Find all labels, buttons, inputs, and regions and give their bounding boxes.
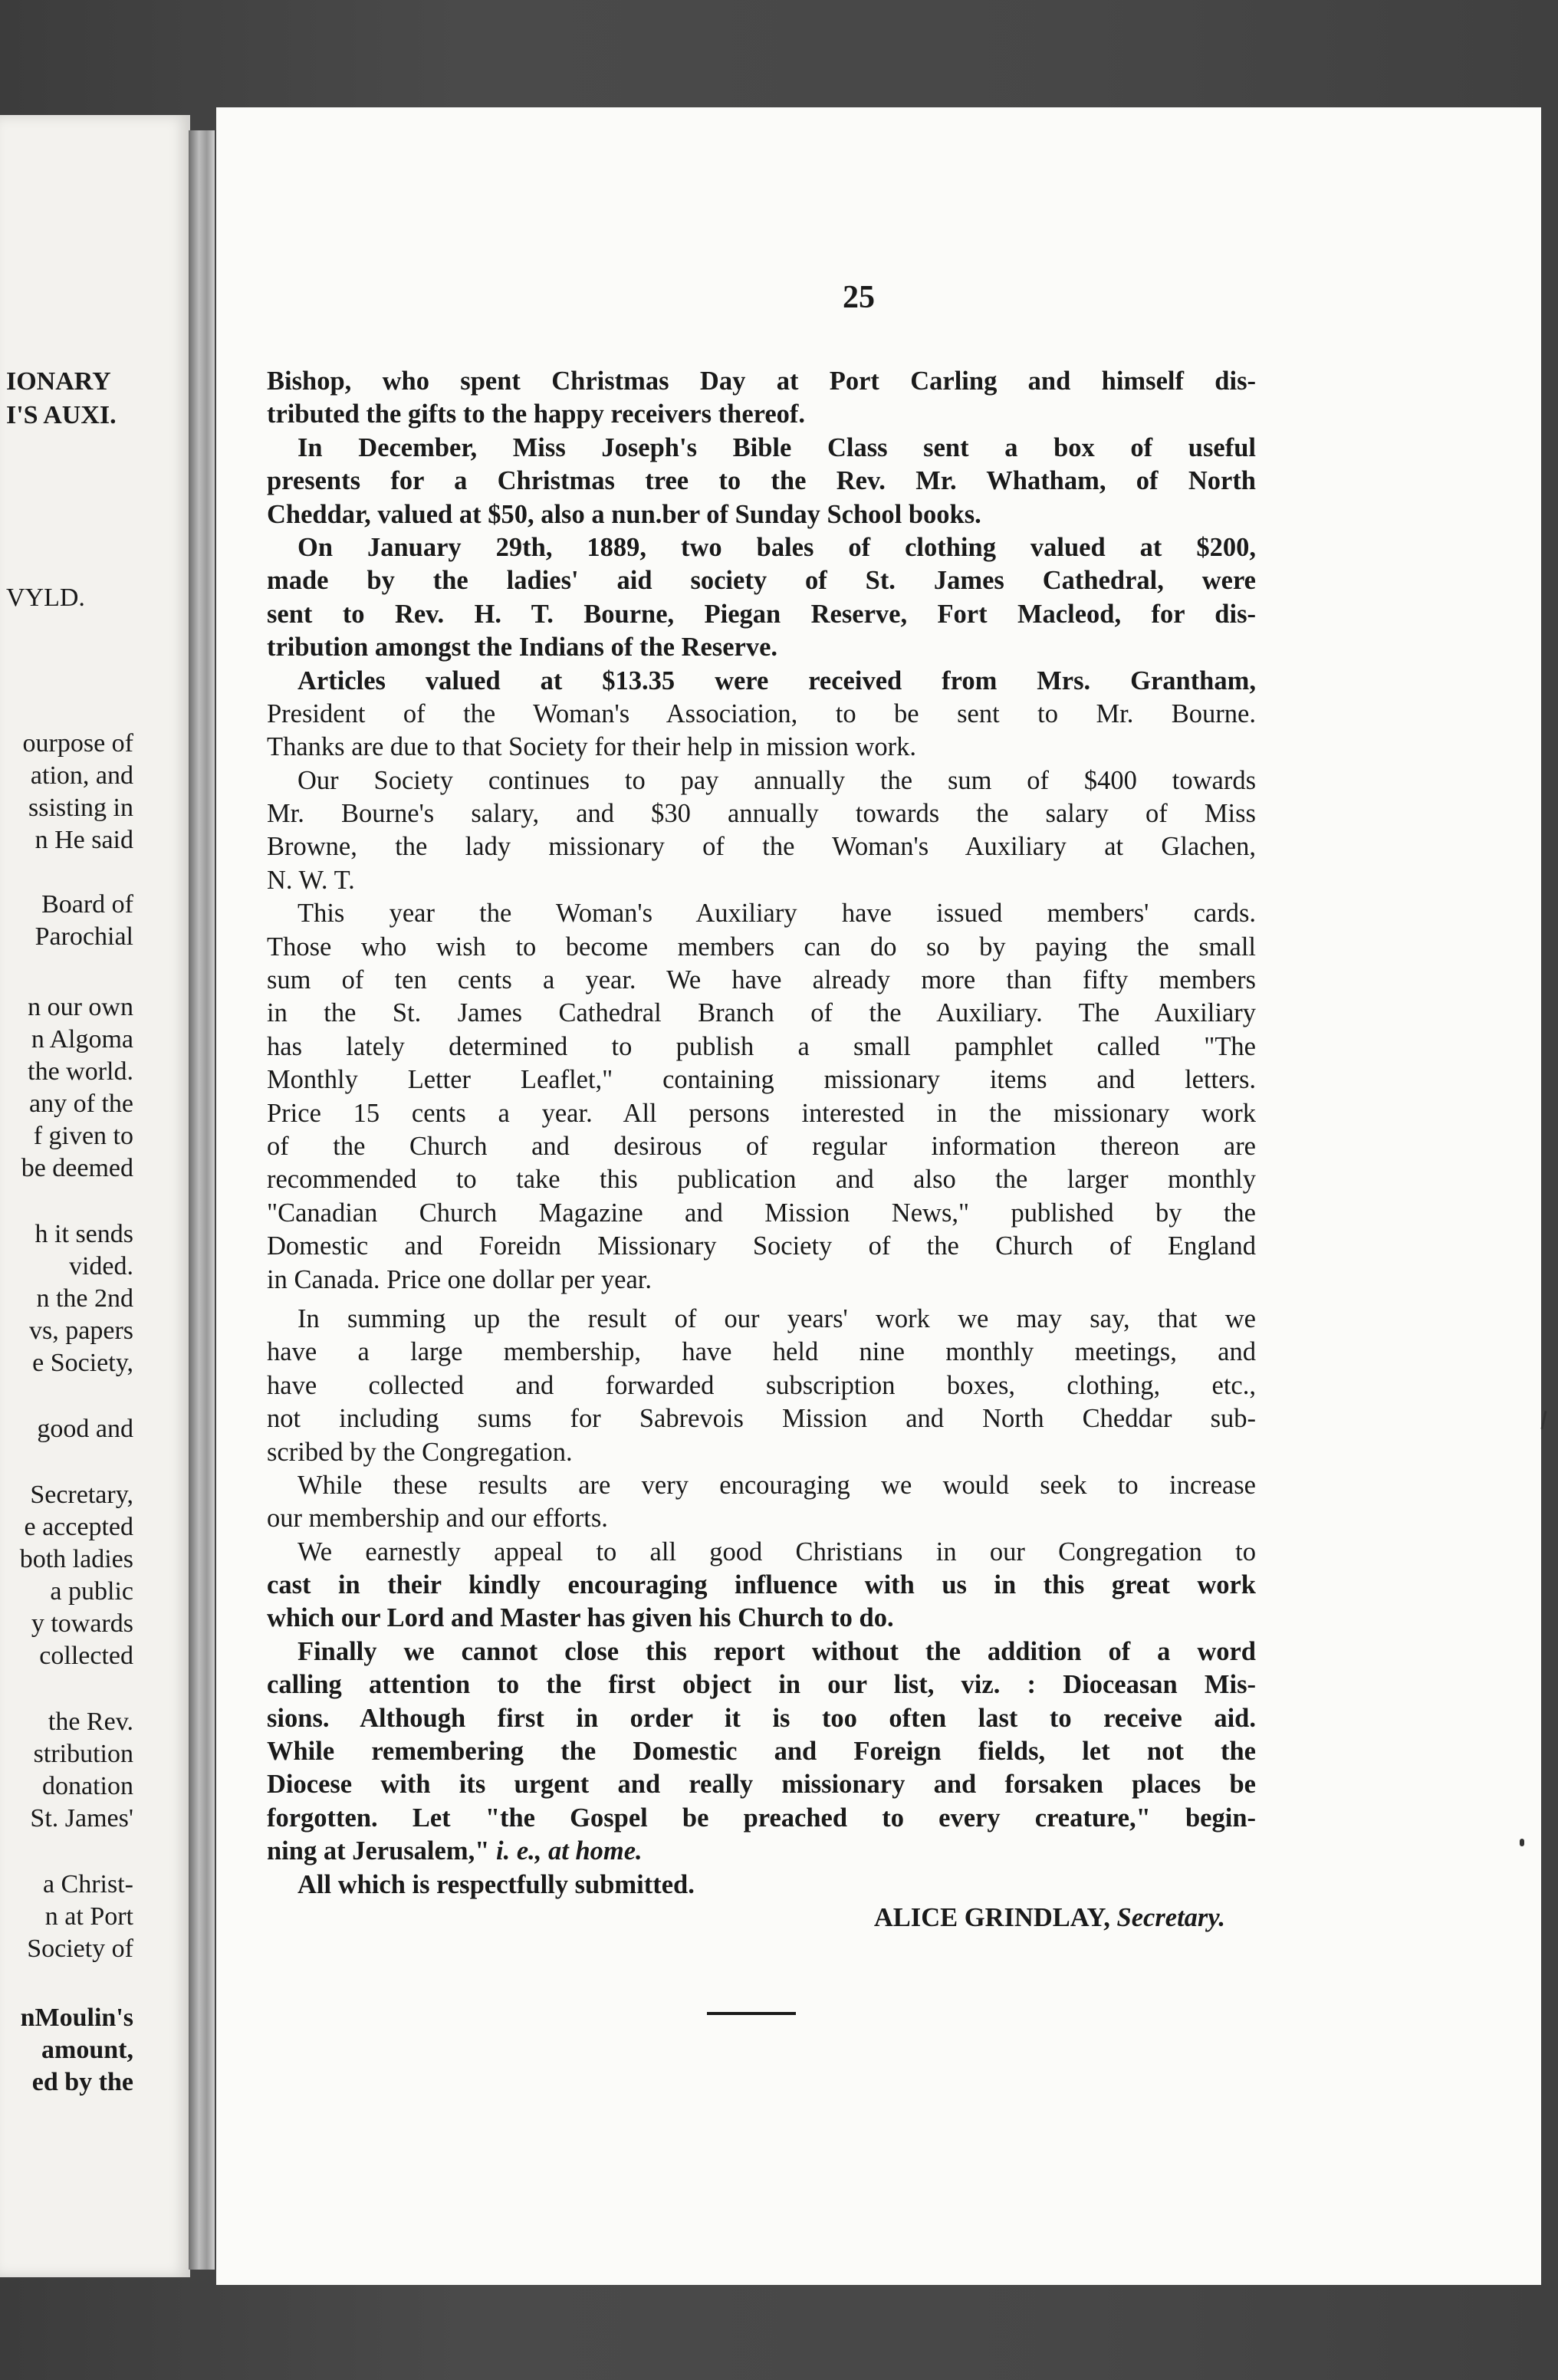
facing-page-line: vided. bbox=[68, 1252, 133, 1280]
text-line: of the Church and desirous of regular information thereon are bbox=[267, 1131, 1256, 1161]
text-line: calling attention to the first object in our list, viz. : Dioceasan Mis- bbox=[267, 1670, 1256, 1700]
facing-page-line: the Rev. bbox=[48, 1708, 133, 1736]
italic-phrase: i. e., at home. bbox=[495, 1836, 643, 1866]
text-line: recommended to take this publication and also the larger monthly bbox=[267, 1165, 1256, 1195]
facing-page-line: e accepted bbox=[24, 1513, 133, 1541]
facing-page-header-line: IONARY bbox=[6, 367, 111, 396]
text-line: scribed by the Congregation. bbox=[267, 1437, 573, 1467]
text-span: ning at Jerusalem," bbox=[267, 1836, 496, 1866]
text-line: Finally we cannot close this report without the addition of a word bbox=[297, 1636, 1256, 1666]
text-line: made by the ladies' aid society of St. James Cathedral, were bbox=[267, 566, 1256, 596]
text-line: This year the Woman's Auxiliary have issued members' cards. bbox=[297, 899, 1256, 929]
facing-page-line: both ladies bbox=[19, 1545, 133, 1573]
text-line: in Canada. Price one dollar per year. bbox=[267, 1264, 652, 1294]
text-line: Bishop, who spent Christmas Day at Port Carling and himself dis- bbox=[267, 367, 1256, 396]
text-line: sent to Rev. H. T. Bourne, Piegan Reserve, Fort Macleod, for dis- bbox=[267, 599, 1256, 629]
document-page bbox=[216, 107, 1541, 2285]
facing-page-line: be deemed bbox=[21, 1154, 133, 1182]
book-gutter bbox=[189, 130, 215, 2270]
signature-name: ALICE GRINDLAY, bbox=[873, 1902, 1117, 1932]
report-body bbox=[267, 365, 1256, 1935]
facing-page-line: amount, bbox=[41, 2036, 133, 2064]
facing-page-line: Parochial bbox=[35, 922, 133, 951]
text-line: "Canadian Church Magazine and Mission News," published by the bbox=[267, 1198, 1256, 1228]
text-line: N. W. T. bbox=[267, 865, 355, 895]
scan-speck bbox=[1520, 1839, 1524, 1846]
facing-page-fragment bbox=[0, 115, 190, 2277]
facing-page-line: collected bbox=[39, 1642, 133, 1670]
text-line: Cheddar, valued at $50, also a nun.ber of Sunday School books. bbox=[267, 499, 981, 529]
facing-page-line: donation bbox=[42, 1772, 133, 1800]
text-line: which our Lord and Master has given his Church to do. bbox=[267, 1603, 894, 1633]
facing-page-line: nMoulin's bbox=[20, 2004, 133, 2032]
text-line bbox=[267, 1835, 1256, 1868]
text-line: Thanks are due to that Society for their help in mission work. bbox=[267, 732, 916, 762]
facing-page-line: good and bbox=[37, 1415, 133, 1443]
text-line: sum of ten cents a year. We have already more than fifty members bbox=[267, 965, 1256, 995]
text-line: Mr. Bourne's salary, and $30 annually towards the salary of Miss bbox=[267, 799, 1256, 829]
facing-page-line: ed by the bbox=[31, 2068, 133, 2096]
facing-page-line: ation, and bbox=[30, 761, 133, 790]
facing-page-line: any of the bbox=[29, 1090, 133, 1118]
facing-page-line: a public bbox=[50, 1577, 133, 1606]
facing-page-line: n our own bbox=[28, 993, 133, 1021]
text-line: We earnestly appeal to all good Christians in our Congregation to bbox=[297, 1537, 1256, 1566]
text-line: cast in their kindly encouraging influence with us in this great work bbox=[267, 1570, 1256, 1600]
text-line: have a large membership, have held nine monthly meetings, and bbox=[267, 1337, 1256, 1367]
facing-page-header-line: I'S AUXI. bbox=[6, 401, 117, 429]
facing-page-line: Society of bbox=[27, 1935, 133, 1963]
facing-page-line: Board of bbox=[41, 890, 133, 919]
facing-page-line: ourpose of bbox=[22, 729, 133, 758]
text-line: Price 15 cents a year. All persons interested in the missionary work bbox=[267, 1098, 1256, 1128]
signature-title: Secretary. bbox=[1116, 1902, 1225, 1932]
facing-page-line: n Algoma bbox=[31, 1025, 133, 1054]
closing-rule bbox=[707, 2012, 796, 2015]
text-line: On January 29th, 1889, two bales of clothing valued at $200, bbox=[297, 532, 1256, 562]
facing-page-line: n at Port bbox=[44, 1902, 133, 1931]
text-line: forgotten. Let "the Gospel be preached to every creature," begin- bbox=[267, 1803, 1256, 1833]
text-line: All which is respectfully submitted. bbox=[297, 1869, 695, 1899]
text-line: sions. Although first in order it is too often last to receive aid. bbox=[267, 1703, 1256, 1733]
facing-page-line: a Christ- bbox=[42, 1870, 133, 1898]
page-number: 25 bbox=[843, 280, 875, 315]
signature bbox=[267, 1902, 1256, 1935]
text-line: in the St. James Cathedral Branch of the Auxiliary. The Auxiliary bbox=[267, 998, 1256, 1028]
text-line: While remembering the Domestic and Foreign fields, let not the bbox=[267, 1737, 1256, 1767]
facing-page-line: Secretary, bbox=[30, 1481, 133, 1509]
text-line: President of the Woman's Association, to be sent to Mr. Bourne. bbox=[267, 699, 1256, 728]
text-line: presents for a Christmas tree to the Rev. Mr. Whatham, of North bbox=[267, 466, 1256, 496]
facing-page-line: f given to bbox=[33, 1122, 133, 1150]
text-line: Domestic and Foreidn Missionary Society of the Church of England bbox=[267, 1231, 1256, 1261]
text-line: Those who wish to become members can do so by paying the small bbox=[267, 932, 1256, 962]
text-line: Our Society continues to pay annually the sum of $400 towards bbox=[297, 765, 1256, 795]
text-line: has lately determined to publish a small pamphlet called "The bbox=[267, 1031, 1256, 1061]
text-line: tributed the gifts to the happy receivers thereof. bbox=[267, 399, 806, 429]
facing-page-line: h it sends bbox=[35, 1220, 133, 1248]
text-line: Articles valued at $13.35 were received from Mrs. Grantham, bbox=[297, 666, 1256, 695]
text-line: In summing up the result of our years' work we may say, that we bbox=[297, 1303, 1256, 1333]
text-line: In December, Miss Joseph's Bible Class sent a box of useful bbox=[297, 432, 1256, 462]
text-line: Diocese with its urgent and really missionary and forsaken places be bbox=[267, 1770, 1256, 1800]
facing-page-line: y towards bbox=[31, 1609, 133, 1638]
facing-page-line: stribution bbox=[33, 1740, 133, 1768]
facing-page-line: ssisting in bbox=[28, 794, 133, 822]
facing-page-line: n the 2nd bbox=[36, 1284, 133, 1313]
text-line: Browne, the lady missionary of the Woman's Auxiliary at Glachen, bbox=[267, 832, 1256, 862]
text-line: our membership and our efforts. bbox=[267, 1504, 608, 1534]
facing-page-line: St. James' bbox=[30, 1804, 133, 1833]
facing-page-line: the world. bbox=[28, 1057, 133, 1086]
text-line: not including sums for Sabrevois Mission and North Cheddar sub- bbox=[267, 1404, 1256, 1434]
text-line: While these results are very encouraging we would seek to increase bbox=[297, 1470, 1256, 1500]
text-line: Monthly Letter Leaflet," containing missionary items and letters. bbox=[267, 1065, 1256, 1095]
facing-page-line: n He said bbox=[35, 826, 133, 854]
facing-page-line: vs, papers bbox=[29, 1317, 133, 1345]
text-line: have collected and forwarded subscription boxes, clothing, etc., bbox=[267, 1370, 1256, 1400]
facing-page-name: VYLD. bbox=[6, 583, 85, 612]
text-line: tribution amongst the Indians of the Reserve. bbox=[267, 633, 778, 662]
facing-page-line: e Society, bbox=[32, 1349, 133, 1377]
